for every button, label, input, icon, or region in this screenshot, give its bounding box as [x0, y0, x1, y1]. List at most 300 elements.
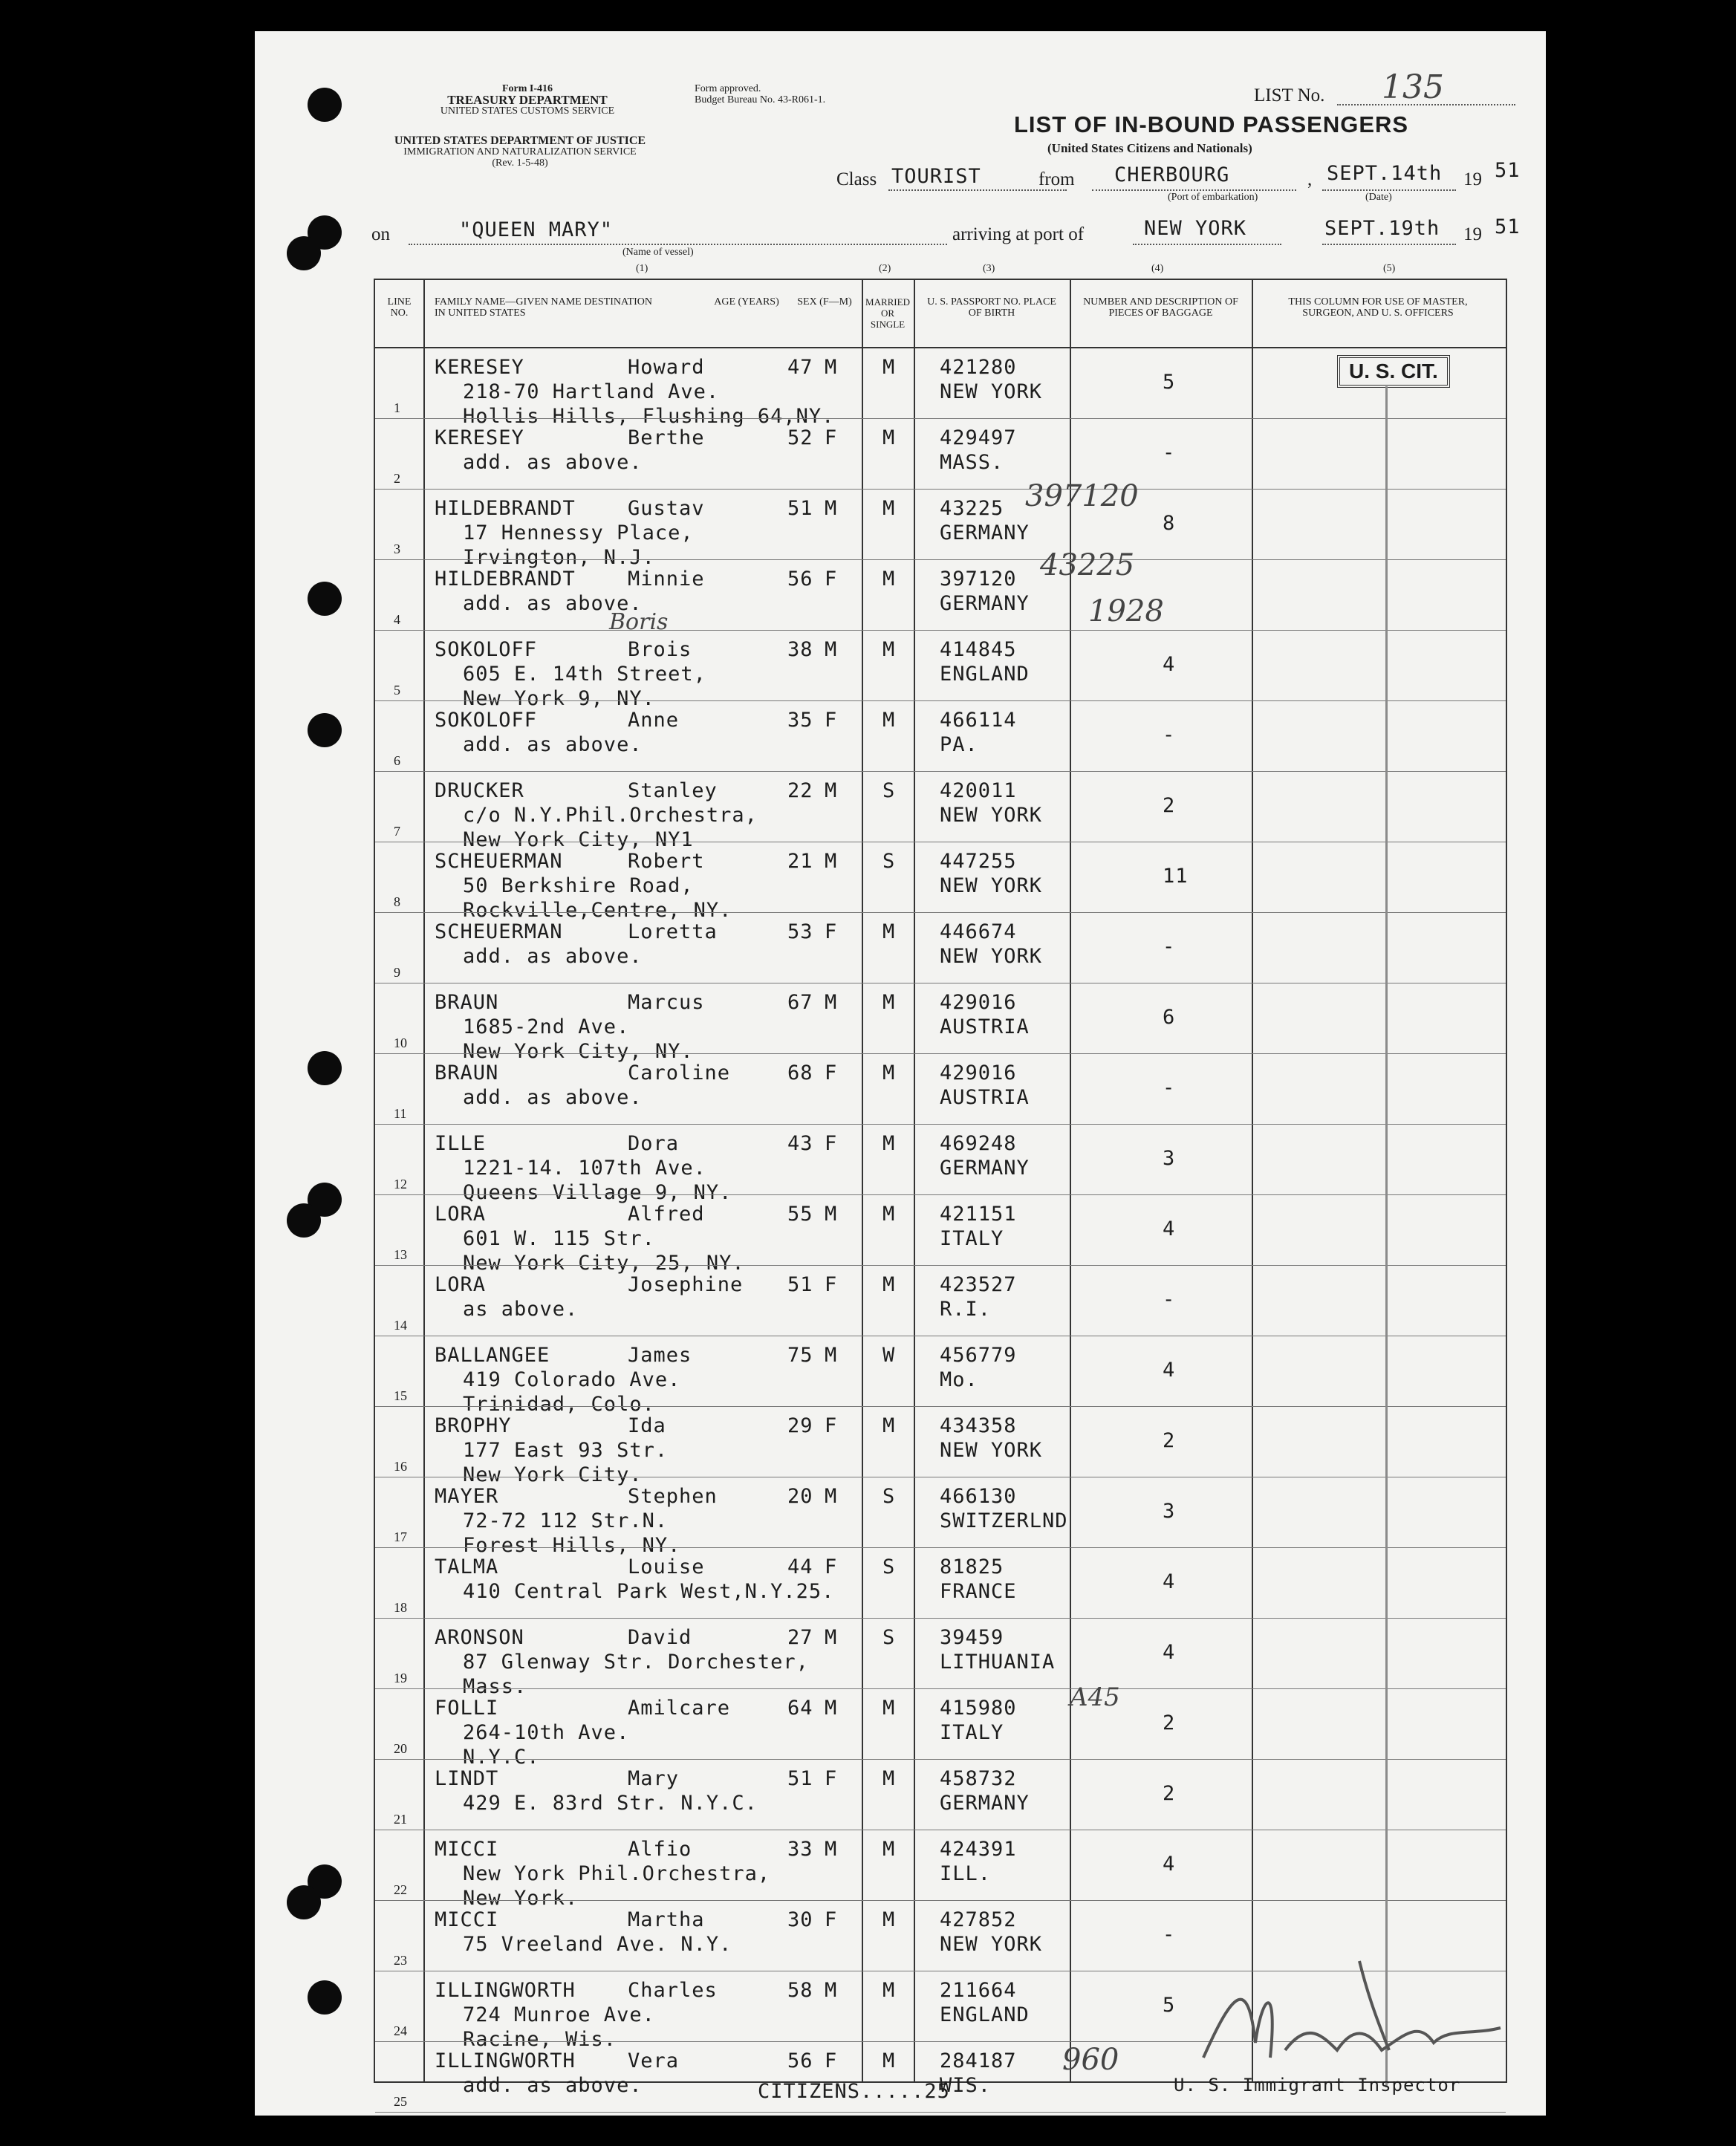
family-name: LORA [435, 1203, 487, 1226]
address-line-1: New York Phil.Orchestra, [463, 1862, 771, 1885]
line-number: 20 [394, 1741, 407, 1756]
inspector-signature [1189, 1946, 1515, 2080]
place-of-birth: ITALY [940, 1227, 1004, 1250]
family-name: FOLLI [435, 1697, 499, 1720]
place-of-birth: PA. [940, 733, 978, 756]
col-head-passport: U. S. PASSPORT NO. PLACE OF BIRTH [927, 296, 1056, 319]
marital-status: M [882, 1697, 896, 1720]
given-name: Louise [628, 1555, 705, 1578]
handwritten-given-name: Boris [609, 609, 669, 635]
place-of-birth: WIS. [940, 2074, 992, 2097]
given-name: Robert [628, 850, 705, 873]
given-name: Stanley [628, 779, 718, 802]
age: 67 [787, 991, 813, 1014]
baggage-count: 4 [1163, 653, 1176, 676]
baggage-count: - [1163, 1076, 1176, 1099]
table-row [375, 1689, 1506, 1769]
age: 58 [787, 1979, 813, 2002]
address-line-2: New York City, 25, NY. [463, 1252, 745, 1275]
marital-status: M [882, 1061, 896, 1085]
sex: M [825, 1626, 838, 1649]
age: 35 [787, 709, 813, 732]
address-line-2: Irvington, N.J. [463, 546, 655, 569]
table-row [375, 560, 1506, 631]
address-line-1: as above. [463, 1298, 579, 1321]
line-number: 13 [394, 1247, 407, 1262]
approval-line: Form approved. [695, 83, 761, 94]
age: 51 [787, 497, 813, 520]
address-line-1: 601 W. 115 Str. [463, 1227, 655, 1250]
passport-number: 420011 [940, 779, 1017, 802]
marital-status: M [882, 1414, 896, 1437]
on-label: on [371, 224, 390, 244]
place-of-birth: NEW YORK [940, 874, 1043, 897]
revision: (Rev. 1-5-48) [492, 157, 548, 169]
table-row [375, 983, 1506, 1063]
arrival-date: SEPT.19th [1324, 217, 1440, 240]
address-line-2: Rockville,Centre, NY. [463, 899, 732, 922]
binder-hole [308, 1051, 342, 1085]
address-line-1: add. as above. [463, 733, 643, 756]
address-line-2: New York. [463, 1887, 579, 1910]
marital-status: M [882, 991, 896, 1014]
baggage-count: - [1163, 724, 1176, 747]
sex: M [825, 779, 838, 802]
line-number: 9 [394, 965, 400, 980]
line-number: 5 [394, 683, 400, 698]
table-row [375, 1477, 1506, 1557]
line-number: 1 [394, 400, 400, 415]
age: 51 [787, 1767, 813, 1790]
passport-number: 421280 [940, 356, 1017, 379]
baggage-count: - [1163, 441, 1176, 464]
baggage-count: 2 [1163, 794, 1176, 817]
address-line-1: 1685-2nd Ave. [463, 1015, 630, 1038]
port-caption: (Port of embarkation) [1168, 192, 1258, 203]
table-row [375, 1830, 1506, 1910]
sex: M [825, 1485, 838, 1508]
place-of-birth: SWITZERLND [940, 1509, 1068, 1532]
line-number: 6 [394, 753, 400, 768]
family-name: MAYER [435, 1485, 499, 1508]
table-row [375, 772, 1506, 851]
age: 44 [787, 1555, 813, 1578]
family-name: BROPHY [435, 1414, 512, 1437]
arrival-date-field [1322, 244, 1456, 245]
age: 68 [787, 1061, 813, 1085]
address-line-1: 218-70 Hartland Ave. [463, 380, 720, 403]
family-name: DRUCKER [435, 779, 524, 802]
family-name: LINDT [435, 1767, 499, 1790]
passport-number: 211664 [940, 1979, 1017, 2002]
marital-status: M [882, 1273, 896, 1296]
passport-number: 397120 [940, 568, 1017, 591]
line-number: 17 [394, 1529, 407, 1544]
from-label: from [1038, 169, 1075, 189]
age: 20 [787, 1485, 813, 1508]
dept-justice: UNITED STATES DEPARTMENT OF JUSTICE [394, 134, 646, 147]
given-name: Vera [628, 2049, 680, 2072]
place-of-birth: ENGLAND [940, 663, 1030, 686]
binder-hole [308, 88, 342, 122]
baggage-count: 3 [1163, 1500, 1176, 1523]
family-name: ILLE [435, 1132, 487, 1155]
family-name: BRAUN [435, 991, 499, 1014]
marital-status: S [882, 1485, 896, 1508]
family-name: ILLINGWORTH [435, 1979, 576, 2002]
table-row [375, 631, 1506, 710]
col-number-3: (3) [983, 263, 995, 274]
age: 53 [787, 920, 813, 943]
given-name: Amilcare [628, 1697, 731, 1720]
age: 27 [787, 1626, 813, 1649]
address-line-1: 419 Colorado Ave. [463, 1368, 681, 1391]
given-name: Marcus [628, 991, 705, 1014]
passport-number: 469248 [940, 1132, 1017, 1155]
address-line-1: 72-72 112 Str.N. [463, 1509, 669, 1532]
col-number-2: (2) [879, 263, 891, 274]
passport-number: 284187 [940, 2049, 1017, 2072]
place-of-birth: AUSTRIA [940, 1015, 1030, 1038]
binder-hole [287, 236, 321, 270]
baggage-count: 4 [1163, 1853, 1176, 1876]
handwritten-year: 1928 [1088, 594, 1164, 628]
place-of-birth: LITHUANIA [940, 1651, 1056, 1674]
place-of-birth: Mo. [940, 1368, 978, 1391]
table-row [375, 1336, 1506, 1416]
class-value: TOURIST [891, 165, 981, 188]
baggage-count: 2 [1163, 1711, 1176, 1734]
age: 30 [787, 1908, 813, 1931]
place-of-birth: GERMANY [940, 521, 1030, 544]
binder-hole [287, 1203, 321, 1238]
address-line-2: Racine, Wis. [463, 2028, 617, 2051]
passport-number: 466130 [940, 1485, 1017, 1508]
sex: F [825, 1061, 838, 1085]
table-row [375, 1054, 1506, 1125]
address-line-1: 605 E. 14th Street, [463, 663, 706, 686]
baggage-count: 4 [1163, 1359, 1176, 1382]
address-line-1: 50 Berkshire Road, [463, 874, 694, 897]
approval-block [695, 83, 825, 105]
list-no-value: 135 [1382, 68, 1444, 106]
address-line-1: 264-10th Ave. [463, 1721, 630, 1744]
embarkation-port: CHERBOURG [1114, 163, 1230, 186]
form-block [416, 83, 639, 117]
col-number-5: (5) [1383, 263, 1396, 274]
treasury-dept: TREASURY DEPARTMENT [447, 93, 608, 107]
family-name: SCHEUERMAN [435, 850, 563, 873]
given-name: James [628, 1344, 692, 1367]
passport-number: 429016 [940, 991, 1017, 1014]
place-of-birth: MASS. [940, 451, 1004, 474]
date-field [1322, 189, 1456, 191]
age: 22 [787, 779, 813, 802]
vessel-field [409, 244, 947, 245]
given-name: Martha [628, 1908, 705, 1931]
passport-number: 429016 [940, 1061, 1017, 1085]
table-row [375, 1548, 1506, 1619]
address-line-1: add. as above. [463, 1086, 643, 1109]
line-number: 18 [394, 1600, 407, 1615]
given-name: Gustav [628, 497, 705, 520]
marital-status: S [882, 779, 896, 802]
row-rule [375, 2112, 1506, 2113]
sex: F [825, 2049, 838, 2072]
family-name: MICCI [435, 1908, 499, 1931]
baggage-count: 3 [1163, 1147, 1176, 1170]
marital-status: M [882, 709, 896, 732]
address-line-1: 1221-14. 107th Ave. [463, 1157, 706, 1180]
passport-number: 456779 [940, 1344, 1017, 1367]
sex: M [825, 497, 838, 520]
citizens-total: CITIZENS.....25 [758, 2080, 950, 2103]
line-number: 2 [394, 471, 400, 486]
baggage-count: 4 [1163, 1641, 1176, 1664]
address-line-1: add. as above. [463, 945, 643, 968]
binder-hole [308, 582, 342, 616]
passport-number: 446674 [940, 920, 1017, 943]
address-line-2: N.Y.C. [463, 1746, 540, 1769]
line-number: 12 [394, 1177, 407, 1191]
given-name: Howard [628, 356, 705, 379]
sex: M [825, 638, 838, 661]
age: 33 [787, 1838, 813, 1861]
year-prefix: 19 [1463, 169, 1482, 189]
passport-number: 447255 [940, 850, 1017, 873]
address-line-2: Mass. [463, 1675, 527, 1698]
family-name: KERESEY [435, 356, 524, 379]
passport-number: 81825 [940, 1555, 1004, 1578]
given-name: Loretta [628, 920, 718, 943]
baggage-count: 8 [1163, 512, 1176, 535]
family-name: ARONSON [435, 1626, 524, 1649]
family-name: SOKOLOFF [435, 638, 538, 661]
inspector-caption: U. S. Immigrant Inspector [1174, 2075, 1461, 2095]
address-line-1: 75 Vreeland Ave. N.Y. [463, 1933, 732, 1956]
page-subtitle: (United States Citizens and Nationals) [1047, 141, 1252, 155]
age: 51 [787, 1273, 813, 1296]
sex: M [825, 1838, 838, 1861]
address-line-2: Trinidad, Colo. [463, 1393, 655, 1416]
family-name: KERESEY [435, 426, 524, 449]
line-number: 3 [394, 542, 400, 556]
arriving-label: arriving at port of [952, 224, 1085, 244]
given-name: Alfred [628, 1203, 705, 1226]
age: 21 [787, 850, 813, 873]
line-number: 15 [394, 1388, 407, 1403]
table-row [375, 348, 1506, 428]
place-of-birth: NEW YORK [940, 380, 1043, 403]
baggage-count: 4 [1163, 1570, 1176, 1593]
budget-line: Budget Bureau No. 43-R061-1. [695, 94, 826, 105]
col-head-name: FAMILY NAME—GIVEN NAME DESTINATION IN UNITED STATES [435, 296, 652, 319]
address-line-1: c/o N.Y.Phil.Orchestra, [463, 804, 758, 827]
address-line-1: add. as above. [463, 592, 643, 615]
vessel-name: "QUEEN MARY" [459, 218, 614, 241]
line-number: 14 [394, 1318, 407, 1333]
place-of-birth: NEW YORK [940, 804, 1043, 827]
passport-number: 458732 [940, 1767, 1017, 1790]
line-number: 19 [394, 1671, 407, 1685]
passport-number: 429497 [940, 426, 1017, 449]
line-number: 8 [394, 894, 400, 909]
marital-status: M [882, 1979, 896, 2002]
passport-number: 415980 [940, 1697, 1017, 1720]
sex: F [825, 709, 838, 732]
sex: F [825, 1908, 838, 1931]
line-number: 23 [394, 1953, 407, 1968]
sex: F [825, 568, 838, 591]
address-line-2: Hollis Hills, Flushing 64,NY. [463, 405, 835, 428]
marital-status: M [882, 356, 896, 379]
family-name: LORA [435, 1273, 487, 1296]
passport-number: 414845 [940, 638, 1017, 661]
place-of-birth: NEW YORK [940, 1439, 1043, 1462]
col-head-officer: THIS COLUMN FOR USE OF MASTER, SURGEON, AND U. S. OFFICERS [1288, 296, 1468, 319]
age: 38 [787, 638, 813, 661]
table-row [375, 1407, 1506, 1486]
age: 55 [787, 1203, 813, 1226]
given-name: Alfio [628, 1838, 692, 1861]
handwritten-passport-correction-2: 43225 [1040, 548, 1135, 582]
passport-number: 39459 [940, 1626, 1004, 1649]
table-row [375, 842, 1506, 922]
date-caption: (Date) [1365, 192, 1392, 203]
table-row [375, 701, 1506, 772]
list-no-label: LIST No. [1254, 85, 1325, 105]
marital-status: S [882, 1555, 896, 1578]
marital-status: M [882, 920, 896, 943]
line-number: 11 [394, 1106, 407, 1121]
binder-hole [308, 713, 342, 747]
marital-status: M [882, 1203, 896, 1226]
baggage-count: 5 [1163, 371, 1176, 394]
given-name: David [628, 1626, 692, 1649]
passport-number: 424391 [940, 1838, 1017, 1861]
sex: F [825, 920, 838, 943]
marital-status: M [882, 497, 896, 520]
year-prefix-2: 19 [1463, 224, 1482, 244]
line-number: 10 [394, 1035, 407, 1050]
address-line-1: 87 Glenway Str. Dorchester, [463, 1651, 809, 1674]
address-line-2: New York City. [463, 1463, 643, 1486]
passport-number: 427852 [940, 1908, 1017, 1931]
baggage-count: 11 [1163, 865, 1189, 888]
given-name: Anne [628, 709, 680, 732]
us-citizen-stamp: U. S. CIT. [1337, 355, 1450, 388]
age: 56 [787, 568, 813, 591]
binder-hole [308, 1980, 342, 2015]
address-line-2: Forest Hills, NY. [463, 1534, 681, 1557]
family-name: MICCI [435, 1838, 499, 1861]
baggage-count: - [1163, 1288, 1176, 1311]
page-title: LIST OF IN-BOUND PASSENGERS [1014, 111, 1409, 137]
sex: F [825, 426, 838, 449]
table-row [375, 490, 1506, 569]
dept-block [364, 135, 676, 169]
address-line-1: 429 E. 83rd Str. N.Y.C. [463, 1792, 758, 1815]
marital-status: W [882, 1344, 896, 1367]
family-name: TALMA [435, 1555, 499, 1578]
address-line-1: 17 Hennessy Place, [463, 521, 694, 544]
col-head-age: AGE (YEARS) [714, 296, 779, 308]
col-head-baggage: NUMBER AND DESCRIPTION OF PIECES OF BAGGAGE [1083, 296, 1238, 319]
comma: , [1307, 169, 1313, 189]
given-name: Caroline [628, 1061, 731, 1085]
place-of-birth: ENGLAND [940, 2003, 1030, 2026]
place-of-birth: AUSTRIA [940, 1086, 1030, 1109]
baggage-count: 2 [1163, 1429, 1176, 1452]
family-name: HILDEBRANDT [435, 568, 576, 591]
age: 56 [787, 2049, 813, 2072]
address-line-1: add. as above. [463, 451, 643, 474]
arrival-port: NEW YORK [1144, 217, 1247, 240]
line-number: 21 [394, 1812, 407, 1827]
table-row [375, 1125, 1506, 1204]
pencil-line [1385, 386, 1388, 2087]
sex: F [825, 1767, 838, 1790]
table-row [375, 1266, 1506, 1336]
marital-status: M [882, 1838, 896, 1861]
col-number-1: (1) [636, 263, 648, 274]
passport-number: 466114 [940, 709, 1017, 732]
customs-service: UNITED STATES CUSTOMS SERVICE [440, 105, 615, 117]
given-name: Stephen [628, 1485, 718, 1508]
vessel-caption: (Name of vessel) [622, 247, 694, 258]
arrival-field [1133, 244, 1281, 245]
place-of-birth: GERMANY [940, 592, 1030, 615]
sex: M [825, 356, 838, 379]
family-name: ILLINGWORTH [435, 2049, 576, 2072]
baggage-count: 2 [1163, 1782, 1176, 1805]
table-row [375, 1760, 1506, 1830]
col-head-married: MARRIED OR SINGLE [865, 296, 910, 330]
age: 47 [787, 356, 813, 379]
sex: M [825, 1203, 838, 1226]
address-line-2: New York City, NY1 [463, 828, 694, 851]
age: 75 [787, 1344, 813, 1367]
sex: M [825, 850, 838, 873]
given-name: Ida [628, 1414, 666, 1437]
address-line-2: New York 9, NY. [463, 687, 655, 710]
from-field [1092, 189, 1296, 191]
marital-status: M [882, 1908, 896, 1931]
departure-date: SEPT.14th [1327, 162, 1443, 185]
passport-number: 434358 [940, 1414, 1017, 1437]
baggage-count: - [1163, 1923, 1176, 1946]
line-number: 16 [394, 1459, 407, 1474]
baggage-count: 6 [1163, 1006, 1176, 1029]
place-of-birth: GERMANY [940, 1792, 1030, 1815]
class-label: Class [836, 169, 877, 189]
address-line-2: New York City, NY. [463, 1040, 694, 1063]
form-number: Form I-416 [501, 83, 553, 94]
family-name: SCHEUERMAN [435, 920, 563, 943]
place-of-birth: NEW YORK [940, 1933, 1043, 1956]
sex: M [825, 1979, 838, 2002]
baggage-count: 5 [1163, 1994, 1176, 2017]
sex: M [825, 1344, 838, 1367]
given-name: Mary [628, 1767, 680, 1790]
table-row [375, 913, 1506, 983]
line-number: 7 [394, 824, 400, 839]
ins-service: IMMIGRATION AND NATURALIZATION SERVICE [403, 146, 637, 157]
family-name: BALLANGEE [435, 1344, 550, 1367]
marital-status: M [882, 1132, 896, 1155]
place-of-birth: ITALY [940, 1721, 1004, 1744]
age: 43 [787, 1132, 813, 1155]
